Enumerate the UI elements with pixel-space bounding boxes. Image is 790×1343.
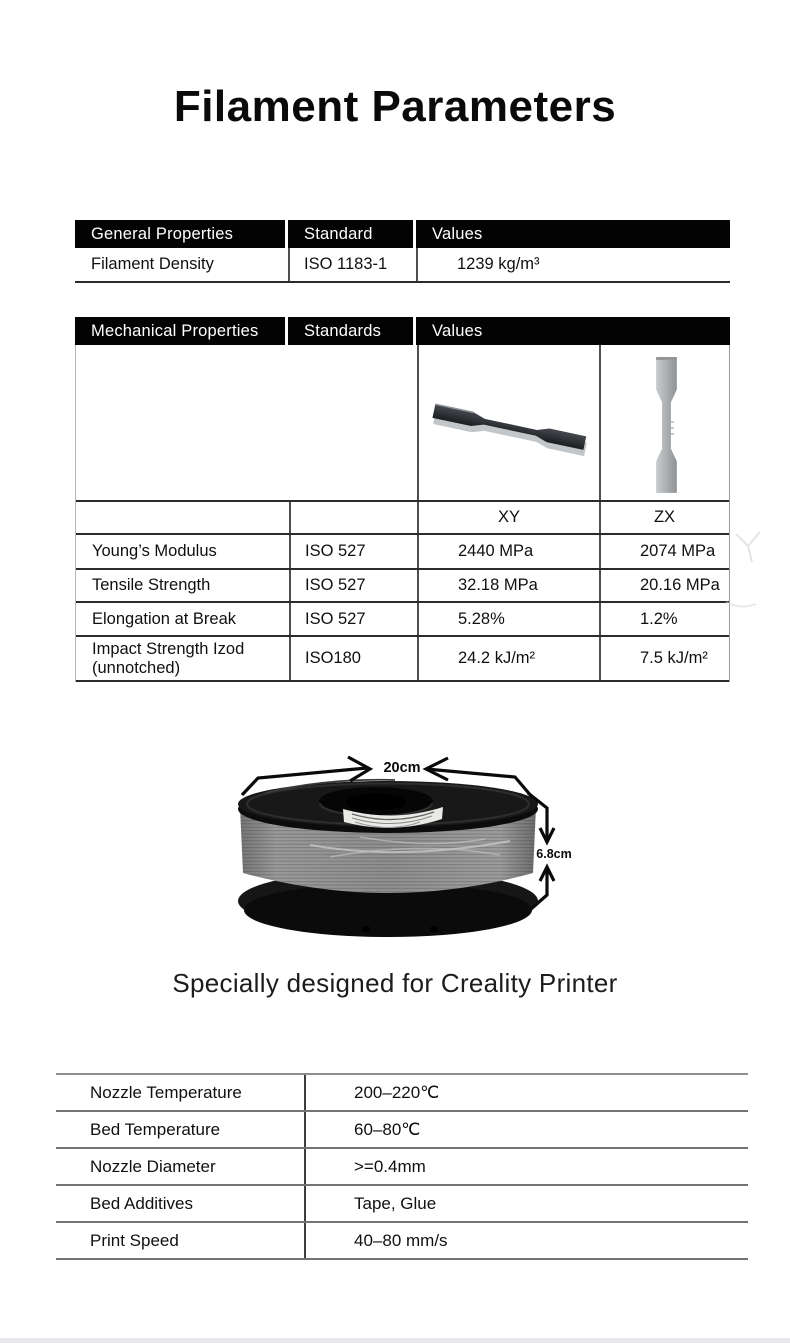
mechanical-properties-table bbox=[75, 317, 730, 682]
spool-figure bbox=[180, 745, 610, 965]
general-table-row bbox=[75, 248, 730, 283]
mechanical-header-property: Mechanical Properties bbox=[75, 317, 288, 345]
setting-value: 200–220℃ bbox=[354, 1082, 440, 1102]
print-setting-row-print-speed bbox=[56, 1223, 748, 1260]
mechanical-standard: ISO 527 bbox=[289, 603, 417, 635]
orientation-header-row bbox=[76, 502, 729, 535]
print-setting-row-bed-temp bbox=[56, 1112, 748, 1149]
mechanical-table-body bbox=[75, 345, 730, 682]
setting-label: Bed Additives bbox=[56, 1186, 306, 1221]
mechanical-xy-value: 2440 MPa bbox=[417, 535, 599, 568]
general-property-name: Filament Density bbox=[91, 255, 214, 273]
filament-spool-photo bbox=[180, 745, 610, 965]
mechanical-standard: ISO 527 bbox=[289, 535, 417, 568]
setting-label: Nozzle Temperature bbox=[56, 1075, 306, 1110]
setting-label: Nozzle Diameter bbox=[56, 1149, 306, 1184]
mechanical-zx-value: 20.16 MPa bbox=[599, 570, 728, 601]
mechanical-table-header-row bbox=[75, 317, 730, 345]
general-header-values: Values bbox=[416, 220, 730, 248]
diameter-dimension-label: 20cm bbox=[383, 760, 421, 776]
mechanical-zx-value: 2074 MPa bbox=[599, 535, 728, 568]
mechanical-row-tensile-strength bbox=[76, 570, 729, 603]
setting-value: Tape, Glue bbox=[354, 1193, 437, 1213]
mechanical-header-standards: Standards bbox=[288, 317, 416, 345]
mechanical-property-name: Tensile Strength bbox=[92, 576, 211, 594]
general-property-value: 1239 kg/m³ bbox=[416, 248, 730, 281]
print-setting-row-nozzle-temp bbox=[56, 1075, 748, 1112]
setting-value: 40–80 mm/s bbox=[354, 1230, 448, 1250]
specimen-row-empty-cell bbox=[76, 345, 417, 500]
page-title: Filament Parameters bbox=[173, 82, 617, 131]
mechanical-property-name: Young’s Modulus bbox=[92, 542, 217, 560]
orientation-empty-2 bbox=[289, 502, 417, 533]
mechanical-standard: ISO180 bbox=[289, 637, 417, 680]
xy-specimen-cell bbox=[417, 345, 599, 500]
mechanical-row-elongation bbox=[76, 603, 729, 637]
mechanical-zx-value: 1.2% bbox=[599, 603, 728, 635]
xy-test-specimen-icon bbox=[419, 344, 599, 501]
mechanical-header-values: Values bbox=[416, 317, 730, 345]
setting-value: 60–80℃ bbox=[354, 1119, 421, 1139]
zx-test-specimen-icon bbox=[601, 344, 728, 501]
setting-label: Bed Temperature bbox=[56, 1112, 306, 1147]
print-setting-row-nozzle-diameter bbox=[56, 1149, 748, 1186]
spool-hub-hole bbox=[319, 787, 433, 816]
general-header-property: General Properties bbox=[75, 220, 288, 248]
mechanical-standard: ISO 527 bbox=[289, 570, 417, 601]
figure-caption: Specially designed for Creality Printer bbox=[172, 968, 618, 998]
general-properties-table bbox=[75, 220, 730, 283]
print-setting-row-bed-additives bbox=[56, 1186, 748, 1223]
general-header-standard: Standard bbox=[288, 220, 416, 248]
mechanical-xy-value: 32.18 MPa bbox=[417, 570, 599, 601]
print-settings-table bbox=[56, 1073, 748, 1260]
height-dimension-label: 6.8cm bbox=[536, 847, 572, 861]
next-section-edge bbox=[0, 1338, 790, 1343]
setting-label: Print Speed bbox=[56, 1223, 306, 1258]
orientation-empty-1 bbox=[76, 502, 289, 533]
orientation-header-zx: ZX bbox=[599, 502, 728, 533]
mechanical-row-youngs-modulus bbox=[76, 535, 729, 570]
mechanical-property-name: Elongation at Break bbox=[92, 609, 237, 628]
mechanical-row-impact-strength bbox=[76, 637, 729, 682]
specimen-image-row bbox=[76, 345, 729, 502]
setting-value: >=0.4mm bbox=[354, 1156, 426, 1176]
mechanical-zx-value: 7.5 kJ/m² bbox=[599, 637, 728, 680]
mechanical-xy-value: 5.28% bbox=[417, 603, 599, 635]
watermark-artifact bbox=[722, 522, 782, 617]
mechanical-xy-value: 24.2 kJ/m² bbox=[417, 637, 599, 680]
general-property-standard: ISO 1183-1 bbox=[288, 248, 416, 281]
general-table-header-row bbox=[75, 220, 730, 248]
mechanical-property-name: Impact Strength Izod (unnotched) bbox=[92, 639, 245, 677]
zx-specimen-cell bbox=[599, 345, 728, 500]
orientation-header-xy: XY bbox=[417, 502, 599, 533]
